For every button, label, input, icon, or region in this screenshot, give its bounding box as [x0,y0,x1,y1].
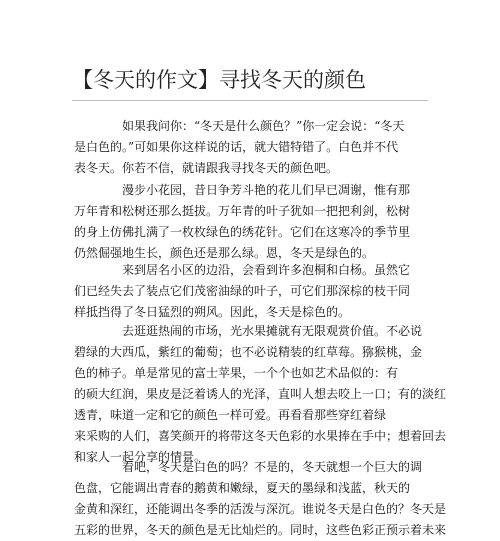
paragraph-line: 和家人一起分享的情景。 [74,450,207,464]
paragraph-line: 金黄和深红，还能调出冬季的活泼与深沉。谁说冬天是白色的？冬天是 [74,502,447,516]
paragraph-line: 看吧，冬天是白色的吗？不是的，冬天就想一个巨大的调 [122,460,423,474]
paragraph-line: 的身上仿佛扎满了一枚枚绿色的绣花针。它们在这寒冷的季节里 [74,225,411,239]
paragraph-line: 去逛逛热闹的市场，光水果摊就有无限观赏价值。不必说 [122,324,423,338]
paragraph-line: 们已经失去了装点它们茂密油绿的叶子，可它们那深棕的枝干同 [74,284,411,298]
article-title: 【冬天的作文】寻找冬天的颜色 [72,68,366,92]
paragraph-line: 万年青和松树还那么挺拔。万年青的叶子犹如一把把利剑，松树 [74,204,411,218]
paragraph-line: 样抵挡得了冬日猛烈的朔风。因此，冬天是棕色的。 [74,305,351,319]
paragraph-line: 漫步小花园，昔日争芳斗艳的花儿们早已凋谢，惟有那 [122,183,411,197]
paragraph-line: 来到居名小区的边沿，会看到许多泡桐和白杨。虽然它 [122,263,411,277]
paragraph-line: 的硕大红润，果皮是泛着诱人的光泽，直叫人想去咬上一口；有的淡红 [74,387,447,401]
paragraph-2 [74,180,414,264]
paragraph-line: 来采购的人们，喜笑颜开的将带这冬天色彩的水果捧在手中；想着回去 [74,429,447,443]
paragraph-4 [74,321,447,468]
paragraph-line: 如果我问你：“冬天是什么颜色？”你一定会说：“冬天 [122,119,405,133]
paragraph-line: 是白色的。”可如果你这样说的话，就大错特错了。白色并不代 [74,140,399,154]
paragraph-line: 透青，味道一定和它的颜色一样可爱。再看看那些穿红着绿 [74,408,387,422]
paragraph-line: 仍然倔强地生长，颜色还是那么绿。恩，冬天是绿色的。 [74,246,375,260]
paragraph-line: 碧绿的大西瓜，紫红的葡萄；也不必说精装的红草莓。猕猴桃，金 [74,345,423,359]
paragraph-1 [74,116,414,179]
title-divider [72,100,428,101]
paragraph-line: 色的柿子。单是常见的富士苹果，一个个也如艺术品似的：有 [74,366,399,380]
paragraph-5 [74,457,447,541]
paragraph-line: 色盘，它能调出青春的鹅黄和嫩绿，夏天的墨绿和浅蓝，秋天的 [74,481,411,495]
paragraph-3 [74,260,414,323]
paragraph-line: 表冬天。你若不信，就请跟我寻找冬天的颜色吧。 [74,161,339,175]
paragraph-line: 五彩的世界，冬天的颜色是无比灿烂的。同时，这些色彩正预示着未来 [74,523,447,537]
